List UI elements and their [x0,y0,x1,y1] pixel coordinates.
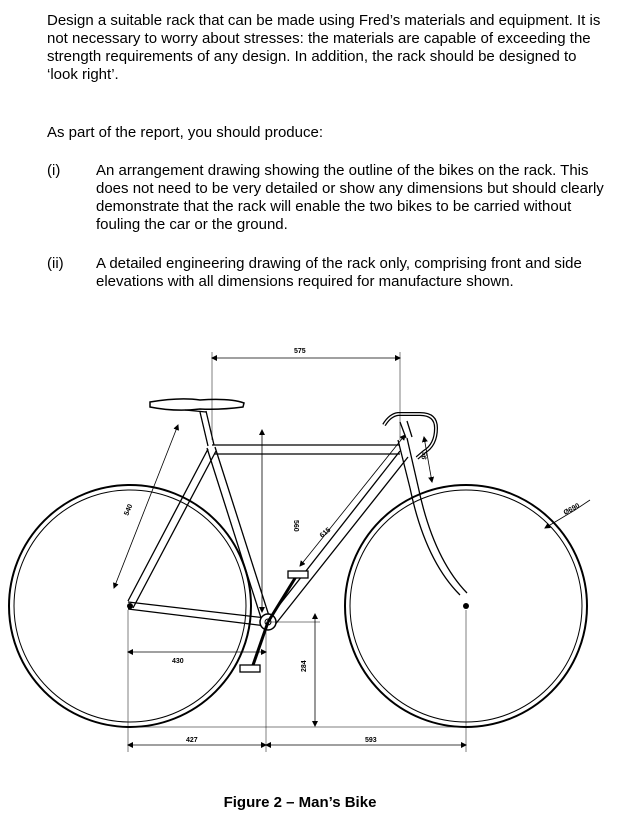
requirement-text: An arrangement drawing showing the outline of the bikes on the rack. This does not need to be very detailed or show any dimensions but should clearly demonstrate that the rack will enable the two bikes to be carried without fouling the car or the ground. [96,162,604,233]
dim-label-615: 615 [318,526,333,540]
dimension-lines [114,352,590,752]
intro-paragraph: Design a suitable rack that can be made using Fred’s materials and equipment. It is not necessary to worry about stresses: the materials are capable of exceeding the strength requirements of any design. In addition, the rack should be designed to ‘look right’. [47,12,601,83]
bike-drawing [0,335,641,790]
dim-label-427: 427 [186,737,198,744]
pedal [288,571,308,578]
dim-label-diameter: Ø690 [562,502,582,517]
dim-label-284: 284 [301,660,308,672]
bike-frame [128,411,467,626]
figure-caption: Figure 2 – Man’s Bike [223,794,377,811]
lead-paragraph: As part of the report, you should produce: [47,124,323,141]
pedal [240,665,260,672]
dim-label-593: 593 [365,737,377,744]
dim-label-540: 540 [123,503,135,517]
requirement-number: (ii) [47,255,64,272]
dim-label-95: 95 [421,451,430,461]
saddle [150,399,244,410]
requirement-text: A detailed engineering drawing of the rack only, comprising front and side elevations with all dimensions required for manufacture shown. [96,255,582,290]
dim-label-560: 560 [292,520,299,532]
requirement-number: (i) [47,162,61,179]
dim-label-430: 430 [172,658,184,665]
dim-label-575: 575 [294,348,306,355]
